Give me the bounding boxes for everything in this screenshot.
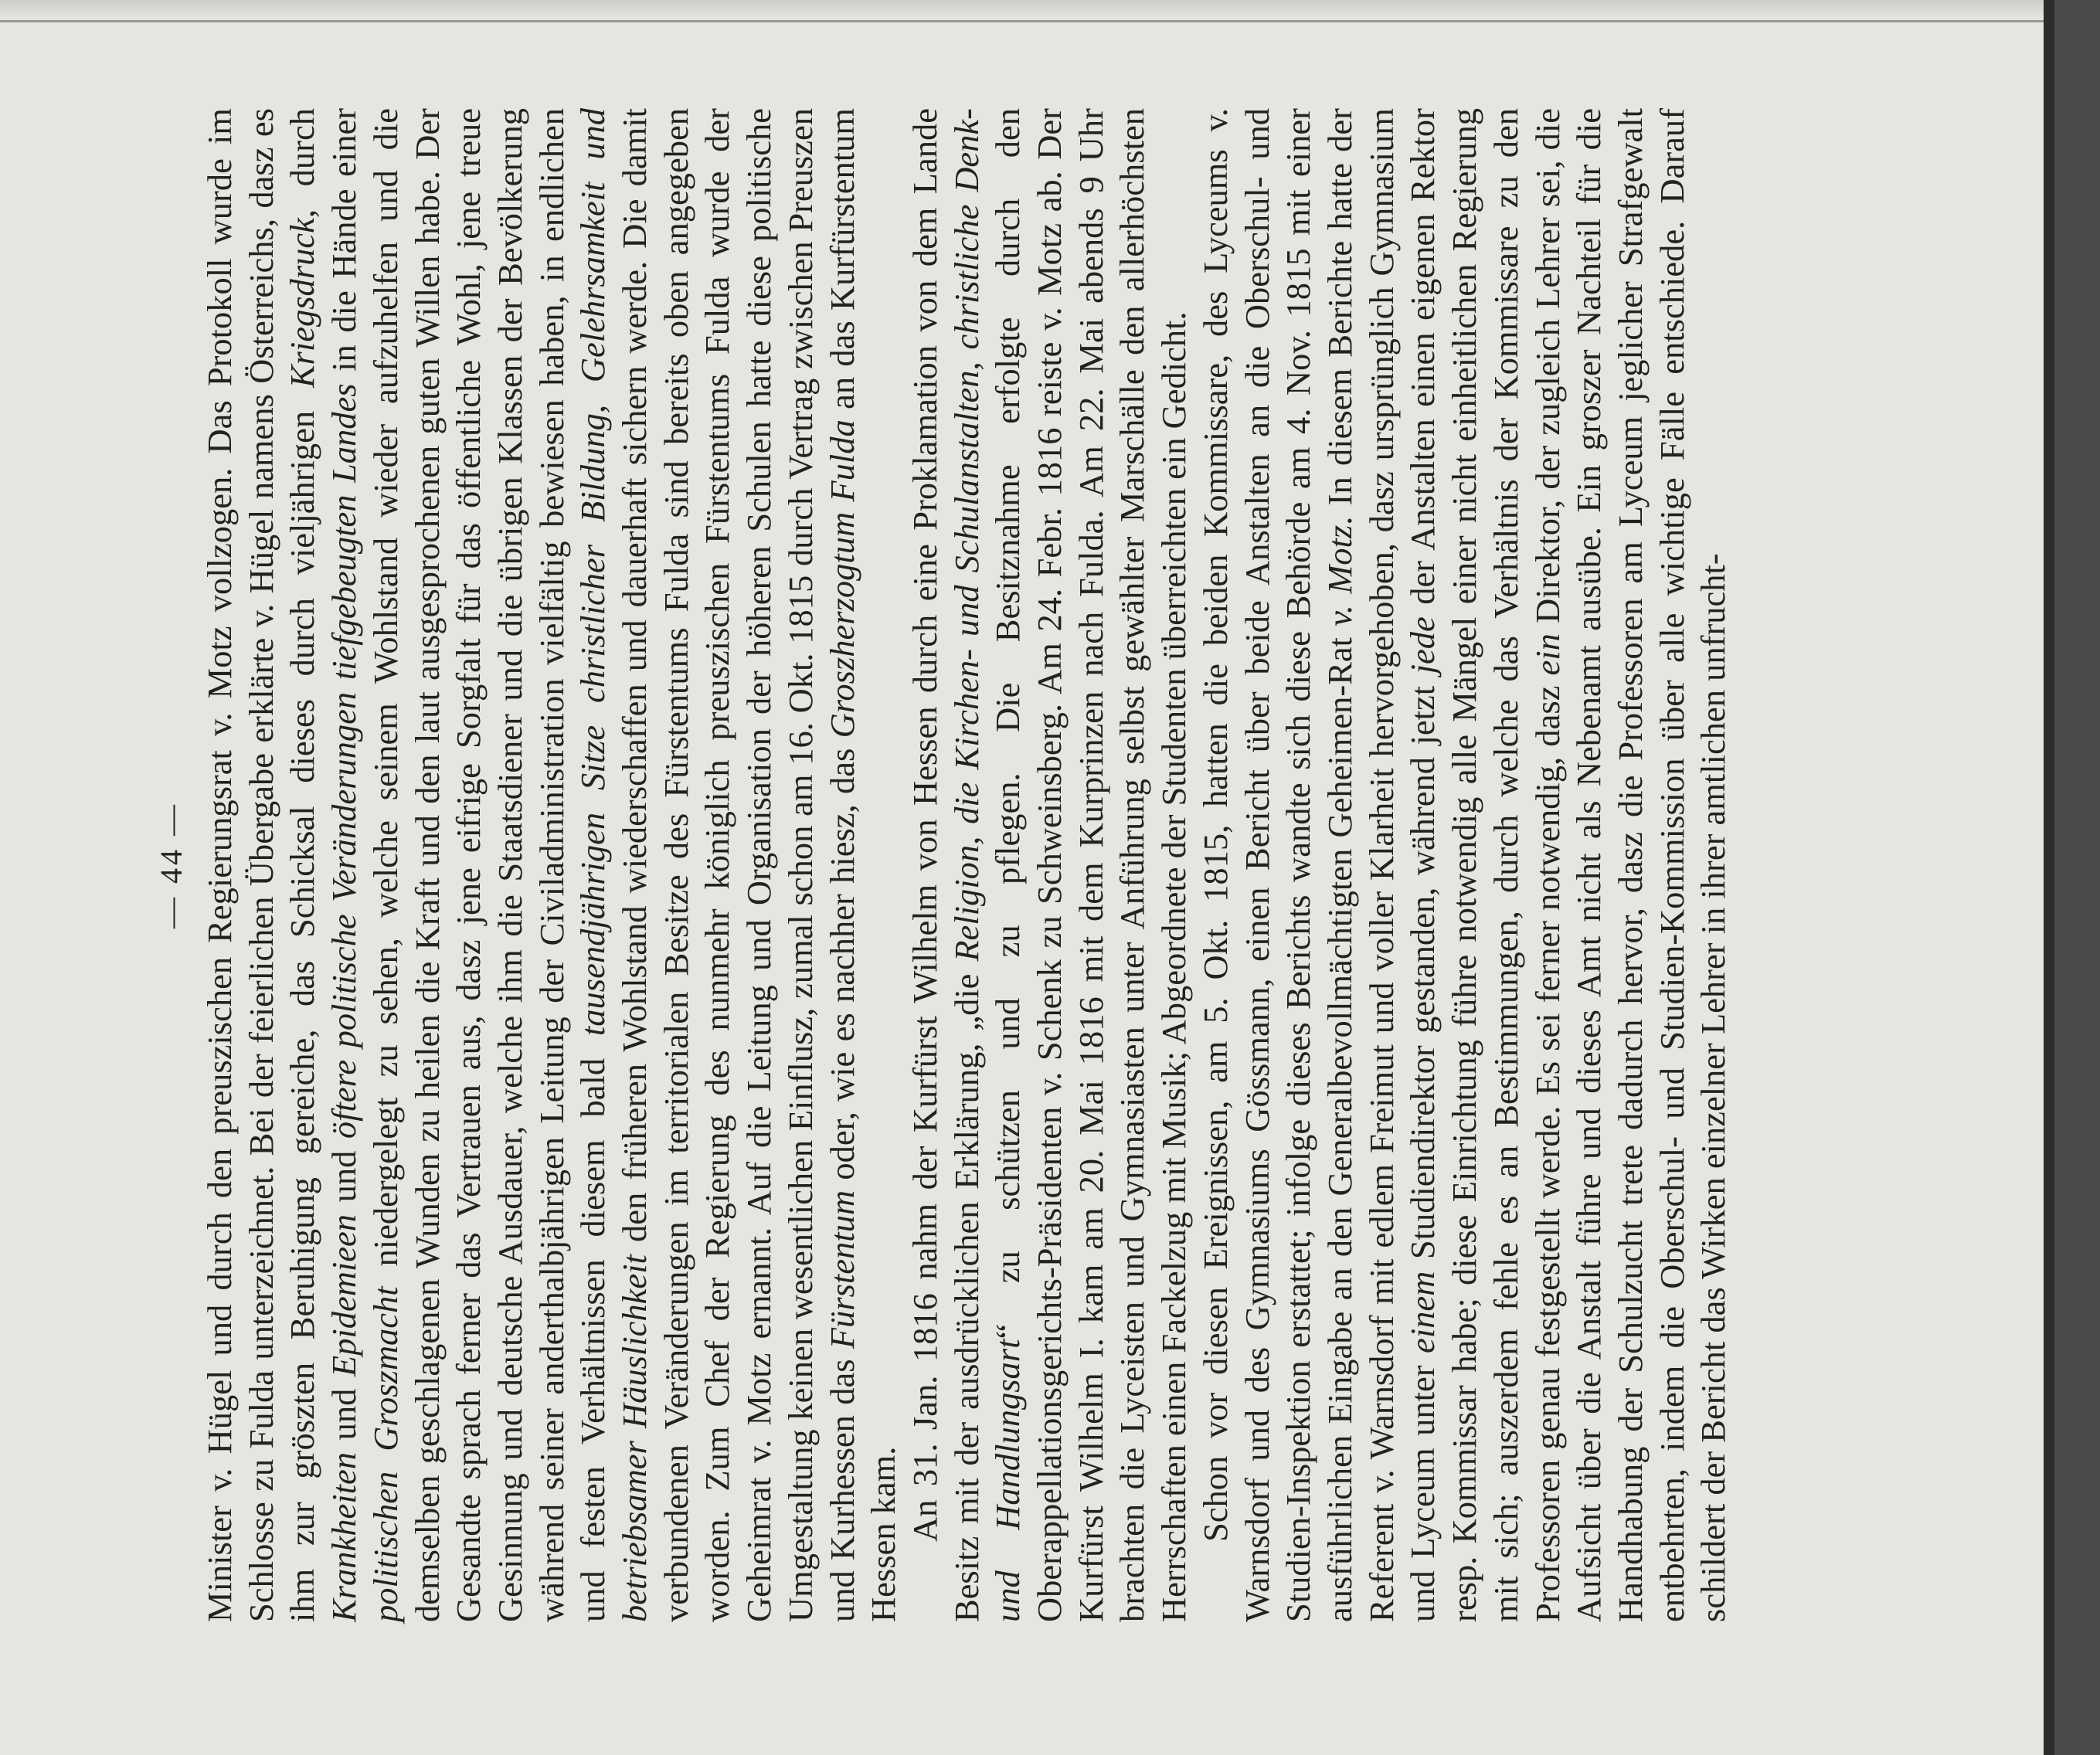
text-run: Schon vor diesen Ereignissen, am 5. Okt. 1815, hatten die beiden Kommissare, des Lyceums v. Warnsdorf und des Gymnasiums Gössmann, einen Bericht über beide Anstalten an die Oberschul- und Studien-Inspektion erstattet; infolge dieses Berichts wandte sich diese Behörde am 4. Nov. 1815 mit einer ausführlichen Eingabe an den Generalbevollmächtigten Geheimen-Rat (1195, 108, 1359, 1622)
italic-phrase: Fürstentum (822, 1190, 861, 1349)
italic-phrase: Kriegsdruck (283, 218, 322, 389)
italic-phrase: jede (1403, 616, 1442, 674)
italic-phrase: v. Motz (1320, 524, 1359, 626)
text-run: An 31. Jan. 1816 nahm der Kurfürst Wilhelm von Hessen durch eine Proklamation von dem Lande Besitz mit der ausdrücklichen Erklärung, „die (905, 108, 986, 1622)
italic-phrase: einem (1403, 1271, 1442, 1353)
text-run: an das Kurfürstentum Hessen kam. (822, 108, 903, 1622)
text-run: niedergelegt zu sehen, welche seinem Wohlstand wieder aufzuhelfen und die demselben geschlagenen Wunden zu heilen die Kraft und den laut ausgesprochenen guten Willen habe. Der Gesandte sprach ferner das Vertrauen aus, dasz jene eifrige Sorgfalt für das öffentliche Wohl, jene treue Gesinnung und deutsche Ausdauer, welche ihm die Staatsdiener und die übrigen Klassen der Bevölkerung während seiner anderthalbjährigen Leitung der Civiladministration vielfältig bewiesen haben, in endlichen und festen Verhältnissen diesem bald (365, 107, 613, 1622)
italic-phrase: öftere politische Veränderungen tiefgebeugten Landes (325, 383, 364, 1139)
italic-phrase: Epidemieen (325, 1214, 364, 1377)
paragraph-p1 (199, 108, 905, 1622)
text-run: Direktor, der zugleich Lehrer sei, die Aufsicht über die Anstalt führe und dieses Amt nicht als Nebenamt ausübe. Ein groszer Nachteil für die Handhabung der Schulzucht trete dadurch hervor, dasz die Professoren am Lyceum jeglicher Strafgewalt entbehrten, indem die Oberschul- und Studien-Kommission über alle wichtige Fälle entschiede. Darauf schildert der Bericht das Wirken einzelner Lehrer in ihrer amtlichen unfrucht- (1527, 108, 1733, 1622)
text-run: Studiendirektor gestanden, während jetzt (1403, 674, 1442, 1271)
scan-top-edge (0, 0, 2100, 17)
italic-phrase: Krankheiten (325, 1452, 364, 1622)
italic-phrase: tausendjährigen Sitze christlicher Bildung, Gelehrsamkeit und betriebsamer Häuslichkeit (573, 108, 654, 1622)
body-text (199, 108, 1735, 1622)
scan-top-rule (0, 20, 2100, 22)
text-run: Minister v. Hügel und durch den preuszischen Regierungsrat v. Motz vollzogen. Das Protokoll wurde im Schlosse zu Fulda unterzeichnet. Bei der feierlichen Übergabe erklärte v. Hügel namens Österreichs, dasz es ihm zur gröszten Beruhigung gereiche, das Schicksal dieses durch vieljährigen (200, 108, 322, 1622)
text-run: und (325, 1139, 364, 1215)
paragraph-p2 (905, 108, 1195, 1622)
text-run: . In diesem Berichte hatte der Referent v. Warnsdorf mit edlem Freimut und voller Klarheit hervorgehoben, dasz ursprünglich Gymnasium und Lyceum unter (1320, 108, 1442, 1622)
paragraph-p3 (1195, 108, 1735, 1622)
text-run: in die Hände einer (325, 107, 364, 384)
rotated-text-page (154, 107, 2085, 1622)
text-run: , durch (283, 108, 322, 219)
text-run: und (325, 1377, 364, 1453)
text-run: den früheren Wohlstand wiederschaffen und dauerhaft sichern werde. Die damit verbundenen Veränderungen im territorialen Besitze des Fürstentums Fulda sind bereits oben angegeben worden. Zum Chef der Regierung des nunmehr königlich preuszischen Fürstentums Fulda wurde der Geheimrat v. Motz ernannt. Auf die Leitung und Organisation der höheren Schulen hatte diese politische Umgestaltung keinen wesentlichen Einflusz, zumal schon am 16. Okt. 1815 durch Vertrag zwischen Preuszen und Kurhessen das (615, 108, 861, 1622)
italic-phrase: Religion, die Kirchen- und Schulanstalten, christliche Denk- und Handlungsart (946, 108, 1028, 1622)
italic-phrase: Groszherzogtum Fulda (822, 419, 861, 738)
text-run: “ zu schützen und zu pflegen. Die Besitznahme erfolgte durch den Oberappellationsgerichts-Präsidenten v. Schenk zu Schweinsberg. Am 24. Febr. 1816 reiste v. Motz ab. Der Kurfürst Wilhelm I. kam am 20. Mai 1816 mit dem Kurprinzen nach Fulda. Am 22. Mai abends 9 Uhr brachten die Lyceisten und Gymnasiasten unter Anführung selbst gewählter Marschälle den allerhöchsten Herrschaften einen Fackelzug mit Musik; Abgeordnete der Studenten überreichten ein Gedicht. (988, 108, 1194, 1622)
text-run: der Anstalten einen eigenen Rektor resp. Kommissar habe; diese Einrichtung führe notwendig alle Mängel einer nicht einheitlichen Regierung mit sich; auszerdem fehle es an Bestimmungen, durch welche das Verhältnis der Kommissare zu den Professoren genau festgestellt werde. Es sei ferner notwendig, dasz (1403, 108, 1567, 1622)
italic-phrase: ein (1527, 633, 1567, 676)
page-number: — 44 — (154, 802, 189, 928)
italic-phrase: politischen Groszmacht (365, 1286, 405, 1622)
text-run: oder, wie es nachher hiesz, das (822, 738, 861, 1190)
